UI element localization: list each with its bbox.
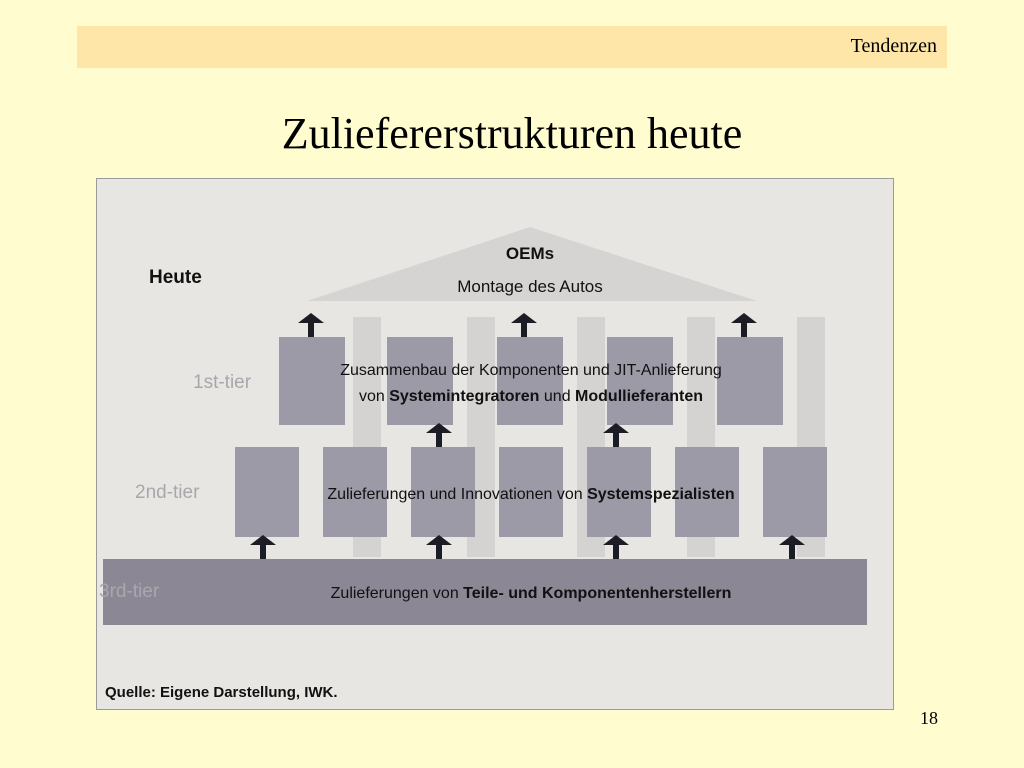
arrow-up-icon [731, 313, 757, 337]
source-note: Quelle: Eigene Darstellung, IWK. [105, 684, 338, 701]
arrow-up-icon [511, 313, 537, 337]
tier2-text-prefix: Zulieferungen und Innovationen von [327, 486, 588, 503]
heading-heute: Heute [149, 267, 202, 288]
tier3-text-prefix: Zulieferungen von [330, 585, 464, 602]
slide-title: Zuliefererstrukturen heute [281, 109, 743, 158]
arrow-up-icon [603, 423, 629, 447]
tier-label-3rd: 3rd-tier [99, 581, 160, 602]
tier1-line2-prefix: von [358, 388, 390, 405]
tier1-systemintegratoren: Systemintegratoren [389, 388, 540, 405]
tier1-modullieferanten: Modullieferanten [575, 388, 704, 405]
arrow-up-icon [250, 535, 276, 559]
arrow-up-icon [298, 313, 324, 337]
tier1-text-line2 [359, 388, 703, 405]
tier1-line2-mid: und [539, 388, 576, 405]
tier2-systemspezialisten: Systemspezialisten [587, 486, 735, 503]
tier-label-2nd: 2nd-tier [135, 482, 200, 503]
roof-subtitle: Montage des Autos [457, 277, 603, 296]
tier3-teile-komponentenhersteller: Teile- und Komponentenherstellern [463, 585, 732, 602]
section-label: Tendenzen [850, 35, 937, 57]
tier1-text-line1: Zusammenbau der Komponenten und JIT-Anlieferung [340, 362, 722, 379]
header-band [77, 26, 947, 68]
arrow-up-icon [426, 423, 452, 447]
tier3-text [331, 585, 732, 602]
tier-label-1st: 1st-tier [193, 372, 252, 393]
diagram-svg [97, 179, 893, 709]
tier2-text [327, 486, 734, 503]
roof-title: OEMs [505, 244, 555, 263]
supplier-structure-figure [96, 178, 894, 710]
arrow-up-icon [426, 535, 452, 559]
arrow-up-icon [603, 535, 629, 559]
page-number: 18 [920, 708, 938, 728]
